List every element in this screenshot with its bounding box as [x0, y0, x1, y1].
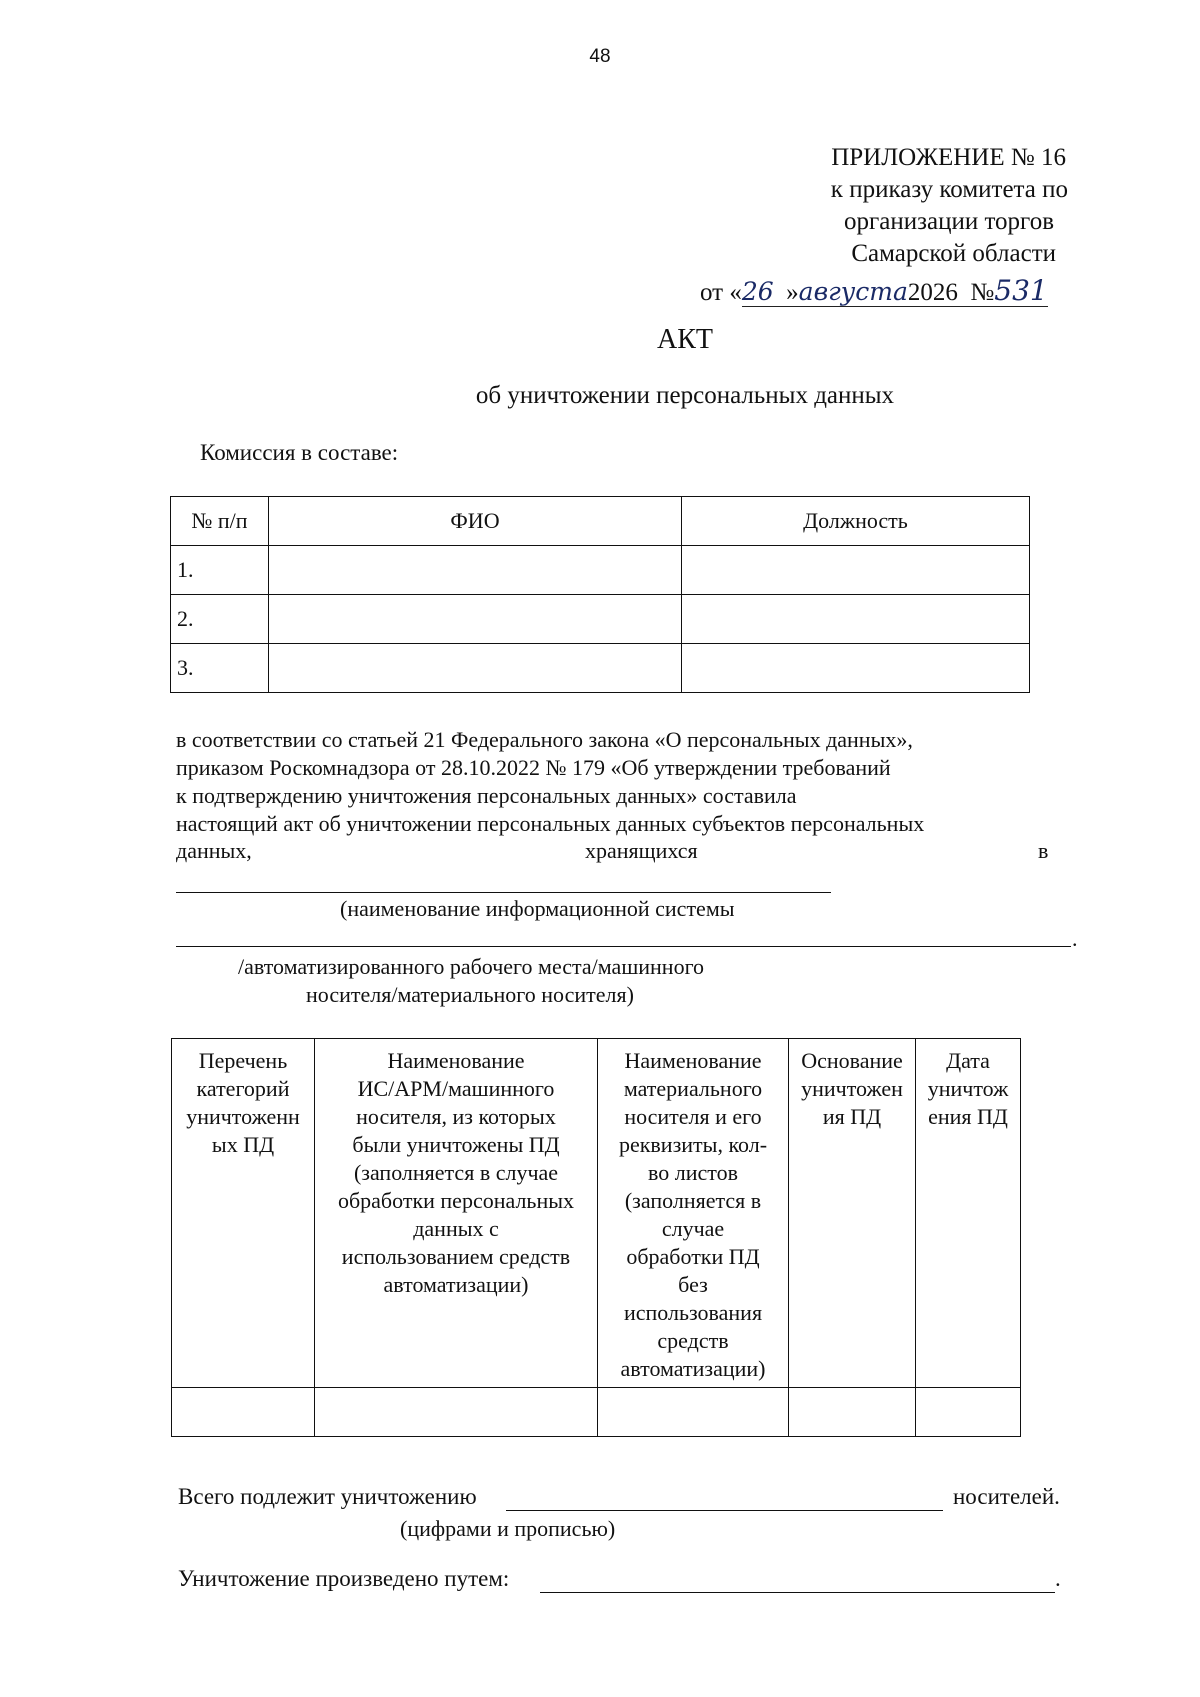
system-name-line[interactable] [176, 892, 831, 893]
header-position: Должность [682, 497, 1030, 546]
line-period: . [1072, 926, 1078, 951]
commission-label: Комиссия в составе: [200, 440, 399, 465]
date-handwritten [741, 274, 1048, 307]
row-number: 3. [171, 644, 269, 693]
table-row [172, 1388, 1021, 1437]
position-cell[interactable] [682, 546, 1030, 595]
table-header-row [171, 497, 1030, 546]
total-caption: (цифрами и прописью) [400, 1516, 616, 1541]
fio-cell[interactable] [269, 644, 682, 693]
date-cell[interactable] [916, 1388, 1021, 1437]
header-fio: ФИО [269, 497, 682, 546]
date-month: августа [798, 277, 908, 306]
basis-cell[interactable] [789, 1388, 916, 1437]
categories-cell[interactable] [172, 1388, 315, 1437]
paragraph-line: приказом Роскомнадзора от 28.10.2022 № 179 «Об утверждении требований [176, 755, 891, 780]
table-row [171, 644, 1030, 693]
order-date-line [700, 274, 1140, 307]
document-title: АКТ [657, 324, 713, 355]
appendix-title: ПРИЛОЖЕНИЕ № 16 [831, 144, 1066, 171]
method-suffix: . [1055, 1566, 1061, 1591]
date-month-sep: » [786, 279, 799, 306]
header-material-carrier: Наименование материального носителя и его реквизиты, кол- во листов (заполняется в случае обработки ПД без использования средств автоматизации) [598, 1039, 789, 1388]
header-basis: Основание уничтожен ия ПД [789, 1039, 916, 1388]
system-name-cell[interactable] [315, 1388, 598, 1437]
page-number: 48 [589, 46, 611, 67]
fio-cell[interactable] [269, 546, 682, 595]
carrier-caption: /автоматизированного рабочего места/машинного [238, 954, 705, 979]
method-label: Уничтожение произведено путем: [178, 1566, 510, 1591]
total-count-line[interactable] [506, 1510, 943, 1511]
system-name-caption: (наименование информационной системы [340, 896, 735, 921]
table-row [171, 595, 1030, 644]
paragraph-line: в соответствии со статьей 21 Федерального закона «О персональных данных», [176, 727, 913, 752]
paragraph-word-in: в [1038, 838, 1049, 863]
total-label: Всего подлежит уничтожению [178, 1484, 477, 1509]
carrier-name-line[interactable] [176, 946, 1071, 947]
header-system-name: Наименование ИС/АРМ/машинного носителя, из которых были уничтожены ПД (заполняется в случае обработки персональных данных с использованием средств автоматизации) [315, 1039, 598, 1388]
total-suffix: носителей. [953, 1484, 1060, 1509]
header-number: № п/п [171, 497, 269, 546]
date-year: 2026 [907, 279, 958, 306]
row-number: 1. [171, 546, 269, 595]
destroyed-data-table [171, 1038, 1021, 1437]
table-header-row [172, 1039, 1021, 1388]
appendix-block [700, 142, 1090, 270]
row-number: 2. [171, 595, 269, 644]
order-number: 531 [994, 274, 1048, 307]
document-subtitle: об уничтожении персональных данных [475, 382, 895, 409]
date-day: 26 [741, 277, 774, 306]
method-line[interactable] [540, 1592, 1055, 1593]
appendix-line: к приказу комитета по [830, 176, 1068, 203]
material-carrier-cell[interactable] [598, 1388, 789, 1437]
number-label: № [970, 279, 995, 306]
table-row [171, 546, 1030, 595]
commission-table [170, 496, 1030, 693]
body-paragraph [176, 726, 1030, 838]
header-categories: Перечень категорий уничтоженн ых ПД [172, 1039, 315, 1388]
fio-cell[interactable] [269, 595, 682, 644]
position-cell[interactable] [682, 595, 1030, 644]
paragraph-word-stored: хранящихся [585, 838, 698, 863]
paragraph-word-data: данных, [176, 838, 252, 863]
paragraph-line: настоящий акт об уничтожении персональных данных субъектов персональных [176, 811, 925, 836]
carrier-caption: носителя/материального носителя) [306, 982, 634, 1007]
date-prefix: от « [700, 279, 742, 306]
header-date: Дата уничтож ения ПД [916, 1039, 1021, 1388]
appendix-line: организации торгов [844, 208, 1054, 235]
position-cell[interactable] [682, 644, 1030, 693]
paragraph-line: к подтверждению уничтожения персональных данных» составила [176, 783, 797, 808]
appendix-line: Самарской области [851, 240, 1056, 267]
